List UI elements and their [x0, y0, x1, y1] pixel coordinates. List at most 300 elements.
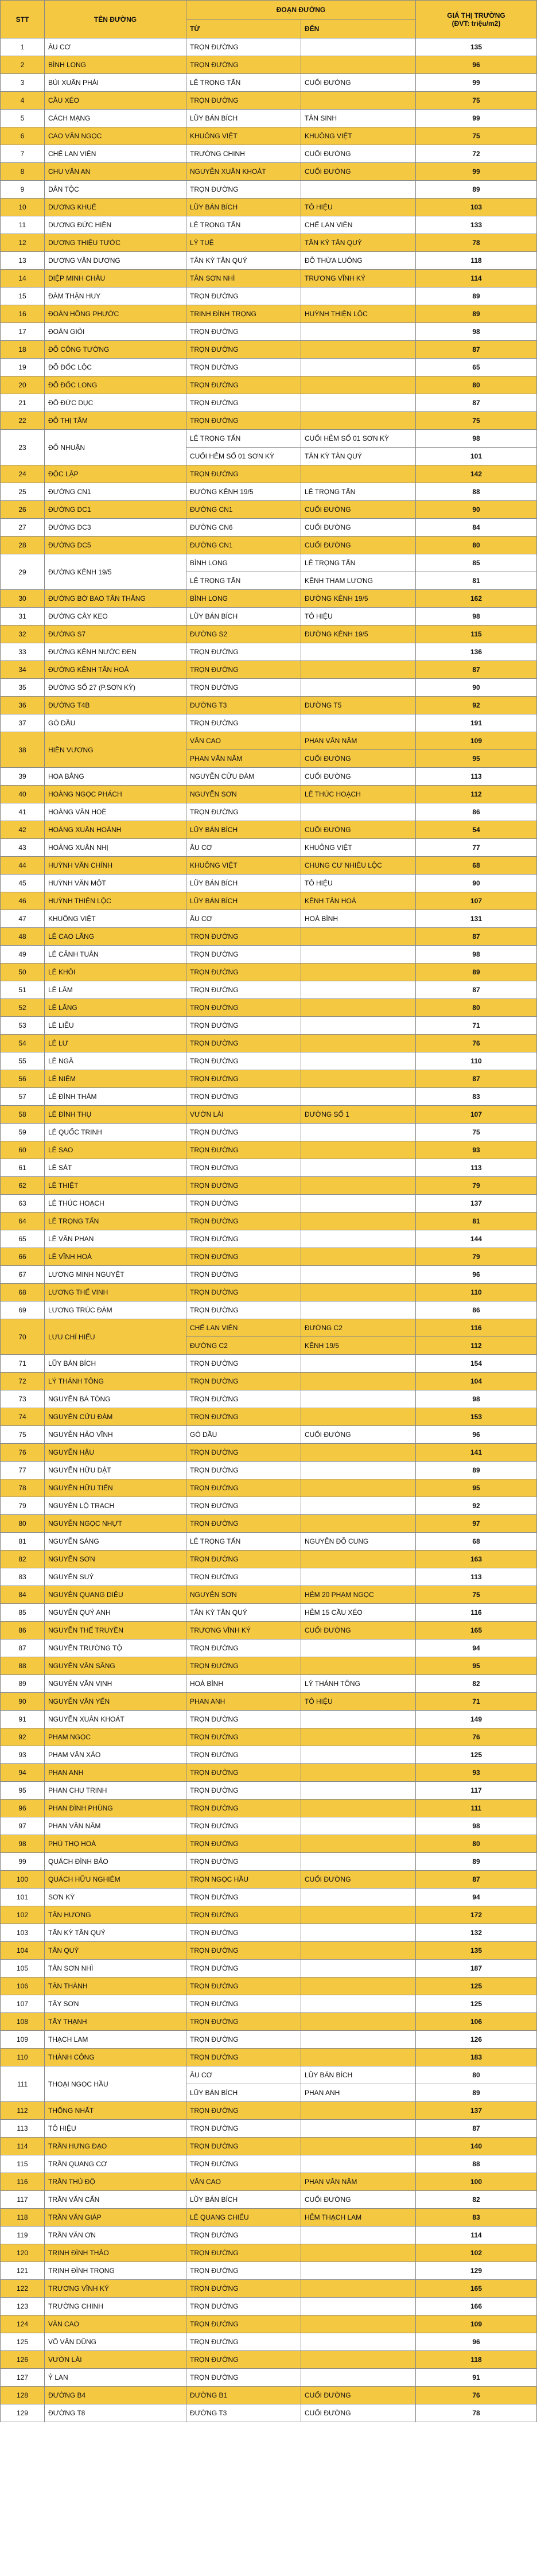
cell-price: 75: [416, 92, 537, 110]
cell-street-name: PHAN CHU TRINH: [45, 1782, 186, 1800]
cell-to: [301, 2013, 416, 2031]
table-row: [1, 38, 537, 56]
table-row: [1, 768, 537, 786]
cell-to: CUỐI ĐƯỜNG: [301, 1622, 416, 1639]
cell-from: TRỌN ĐƯỜNG: [186, 2227, 301, 2244]
cell-street-name: LÊ LÂM: [45, 981, 186, 999]
table-row: [1, 625, 537, 643]
cell-street-name: NGUYỄN XUÂN KHOÁT: [45, 1711, 186, 1728]
cell-street-name: NGUYỄN HỮU TIẾN: [45, 1479, 186, 1497]
cell-to: [301, 1995, 416, 2013]
cell-to: [301, 38, 416, 56]
cell-price: 133: [416, 216, 537, 234]
cell-stt: 17: [1, 323, 45, 341]
cell-stt: 91: [1, 1711, 45, 1728]
cell-stt: 29: [1, 554, 45, 590]
cell-stt: 121: [1, 2262, 45, 2280]
cell-from: TRỌN ĐƯỜNG: [186, 1141, 301, 1159]
cell-to: TÂN KỲ TÂN QUÝ: [301, 234, 416, 252]
cell-from: TÂN KỲ TÂN QUÝ: [186, 1604, 301, 1622]
cell-from: TRỌN ĐƯỜNG: [186, 1924, 301, 1942]
cell-to: [301, 1960, 416, 1977]
cell-stt: 12: [1, 234, 45, 252]
cell-street-name: ĐƯỜNG DC3: [45, 519, 186, 537]
cell-street-name: ĐƯỜNG CN1: [45, 483, 186, 501]
cell-to: NGUYỄN ĐỖ CUNG: [301, 1533, 416, 1551]
cell-stt: 2: [1, 56, 45, 74]
cell-stt: 23: [1, 430, 45, 465]
cell-from: TRỌN ĐƯỜNG: [186, 1995, 301, 2013]
cell-to: [301, 1301, 416, 1319]
cell-stt: 32: [1, 625, 45, 643]
cell-street-name: LÊ NGÃ: [45, 1052, 186, 1070]
cell-from: TRỌN ĐƯỜNG: [186, 1301, 301, 1319]
cell-to: [301, 2280, 416, 2298]
cell-from: KHUÔNG VIỆT: [186, 127, 301, 145]
cell-price: 80: [416, 537, 537, 554]
cell-street-name: PHẠM VĂN XẢO: [45, 1746, 186, 1764]
cell-street-name: ĐOÀN HỒNG PHƯỚC: [45, 305, 186, 323]
cell-from: ĐƯỜNG CN1: [186, 537, 301, 554]
cell-from: ĐƯỜNG CN6: [186, 519, 301, 537]
cell-street-name: ĐỖ CÔNG TƯỜNG: [45, 341, 186, 359]
cell-to: KÊNH 19/5: [301, 1337, 416, 1355]
cell-to: [301, 465, 416, 483]
cell-price: 163: [416, 1551, 537, 1568]
cell-from: TRỌN ĐƯỜNG: [186, 1746, 301, 1764]
cell-from: VĂN CAO: [186, 2173, 301, 2191]
cell-price: 142: [416, 465, 537, 483]
cell-to: [301, 412, 416, 430]
cell-street-name: PHẠM NGỌC: [45, 1728, 186, 1746]
cell-to: [301, 1800, 416, 1817]
cell-from: ĐƯỜNG C2: [186, 1337, 301, 1355]
cell-from: LÝ TUỆ: [186, 234, 301, 252]
cell-street-name: VĂN CAO: [45, 2315, 186, 2333]
cell-from: TRỌN ĐƯỜNG: [186, 1835, 301, 1853]
cell-price: 76: [416, 1035, 537, 1052]
table-row: [1, 697, 537, 714]
cell-to: CUỐI ĐƯỜNG: [301, 163, 416, 181]
cell-stt: 9: [1, 181, 45, 199]
cell-price: 112: [416, 786, 537, 803]
cell-street-name: VƯỜN LÀI: [45, 2351, 186, 2369]
cell-stt: 87: [1, 1639, 45, 1657]
cell-stt: 62: [1, 1177, 45, 1195]
cell-to: [301, 2155, 416, 2173]
table-row: [1, 2120, 537, 2138]
cell-stt: 92: [1, 1728, 45, 1746]
cell-from: TRỌN ĐƯỜNG: [186, 376, 301, 394]
cell-price: 79: [416, 1177, 537, 1195]
cell-street-name: CẦU XÉO: [45, 92, 186, 110]
table-row: [1, 145, 537, 163]
cell-to: [301, 323, 416, 341]
table-row: [1, 1746, 537, 1764]
cell-price: 90: [416, 679, 537, 697]
table-row: [1, 1266, 537, 1284]
cell-to: LÊ TRỌNG TẤN: [301, 554, 416, 572]
cell-to: TÔ HIỆU: [301, 875, 416, 892]
cell-stt: 106: [1, 1977, 45, 1995]
table-row: [1, 234, 537, 252]
cell-from: TÂN KỲ TÂN QUÝ: [186, 252, 301, 270]
cell-street-name: NGUYỄN QUÝ ANH: [45, 1604, 186, 1622]
cell-from: TRỌN ĐƯỜNG: [186, 1284, 301, 1301]
cell-from: TRỌN ĐƯỜNG: [186, 981, 301, 999]
cell-street-name: ĐƯỜNG DC5: [45, 537, 186, 554]
cell-from: KHUÔNG VIỆT: [186, 857, 301, 875]
cell-from: TRỌN ĐƯỜNG: [186, 1711, 301, 1728]
cell-stt: 31: [1, 608, 45, 625]
cell-street-name: DƯƠNG KHUÊ: [45, 199, 186, 216]
cell-to: [301, 981, 416, 999]
header-stt: STT: [1, 1, 45, 38]
cell-stt: 90: [1, 1693, 45, 1711]
cell-street-name: ĐỖ NHUẬN: [45, 430, 186, 465]
table-row: [1, 1568, 537, 1586]
cell-to: TÂN SINH: [301, 110, 416, 127]
table-row: [1, 430, 537, 448]
cell-from: VƯỜN LÀI: [186, 1106, 301, 1124]
cell-price: 89: [416, 1462, 537, 1479]
cell-street-name: DÂN TỘC: [45, 181, 186, 199]
cell-from: TRỌN ĐƯỜNG: [186, 341, 301, 359]
cell-street-name: NGUYỄN HỮU DẬT: [45, 1462, 186, 1479]
cell-price: 87: [416, 661, 537, 679]
cell-from: TRỌN ĐƯỜNG: [186, 1960, 301, 1977]
cell-stt: 82: [1, 1551, 45, 1568]
cell-to: TÔ HIỆU: [301, 608, 416, 625]
table-row: [1, 679, 537, 697]
cell-price: 86: [416, 1301, 537, 1319]
cell-to: [301, 1088, 416, 1106]
table-row: [1, 643, 537, 661]
table-row: [1, 1230, 537, 1248]
cell-to: [301, 1497, 416, 1515]
cell-from: LŨY BÁN BÍCH: [186, 199, 301, 216]
cell-price: 78: [416, 234, 537, 252]
cell-to: PHAN ANH: [301, 2084, 416, 2102]
cell-street-name: PHÚ THỌ HOÀ: [45, 1835, 186, 1853]
table-row: [1, 1800, 537, 1817]
cell-stt: 14: [1, 270, 45, 287]
cell-to: [301, 1355, 416, 1373]
table-row: [1, 661, 537, 679]
table-row: [1, 2280, 537, 2298]
cell-street-name: NGUYỄN LỘ TRẠCH: [45, 1497, 186, 1515]
cell-street-name: HUỲNH THIỆN LỘC: [45, 892, 186, 910]
cell-to: [301, 1052, 416, 1070]
header-gia: [416, 1, 537, 38]
cell-street-name: ĐƯỜNG B4: [45, 2387, 186, 2404]
cell-from: NGUYỄN XUÂN KHOÁT: [186, 163, 301, 181]
cell-price: 83: [416, 2209, 537, 2227]
cell-price: 80: [416, 2066, 537, 2084]
cell-from: VĂN CAO: [186, 732, 301, 750]
cell-stt: 88: [1, 1657, 45, 1675]
table-row: [1, 74, 537, 92]
cell-from: TRỌN ĐƯỜNG: [186, 38, 301, 56]
cell-stt: 74: [1, 1408, 45, 1426]
cell-from: TRỌN ĐƯỜNG: [186, 679, 301, 697]
cell-price: 137: [416, 2102, 537, 2120]
cell-stt: 50: [1, 963, 45, 981]
cell-stt: 105: [1, 1960, 45, 1977]
cell-street-name: NGUYỄN THẾ TRUYỀN: [45, 1622, 186, 1639]
cell-to: [301, 963, 416, 981]
cell-from: TRỌN ĐƯỜNG: [186, 2280, 301, 2298]
cell-street-name: NGUYỄN NGỌC NHỰT: [45, 1515, 186, 1533]
cell-stt: 19: [1, 359, 45, 376]
cell-street-name: ÂU CƠ: [45, 38, 186, 56]
cell-price: 99: [416, 163, 537, 181]
cell-street-name: NGUYỄN BÁ TÒNG: [45, 1390, 186, 1408]
table-row: [1, 1782, 537, 1800]
cell-from: NGUYỄN CỬU ĐÀM: [186, 768, 301, 786]
cell-street-name: ĐƯỜNG KÊNH TÂN HOÁ: [45, 661, 186, 679]
cell-to: KÊNH THAM LƯƠNG: [301, 572, 416, 590]
cell-street-name: TÂN KỲ TÂN QUÝ: [45, 1924, 186, 1942]
cell-stt: 102: [1, 1906, 45, 1924]
cell-from: BÌNH LONG: [186, 590, 301, 608]
cell-to: HẺM 15 CẦU XÉO: [301, 1604, 416, 1622]
cell-street-name: LƯƠNG THẾ VINH: [45, 1284, 186, 1301]
cell-from: TRỌN ĐƯỜNG: [186, 1444, 301, 1462]
cell-stt: 75: [1, 1426, 45, 1444]
cell-to: [301, 1942, 416, 1960]
cell-to: [301, 1515, 416, 1533]
cell-to: LŨY BÁN BÍCH: [301, 2066, 416, 2084]
cell-from: ĐƯỜNG CN1: [186, 501, 301, 519]
cell-stt: 73: [1, 1390, 45, 1408]
cell-stt: 43: [1, 839, 45, 857]
table-row: [1, 2138, 537, 2155]
cell-price: 89: [416, 287, 537, 305]
cell-stt: 34: [1, 661, 45, 679]
cell-from: TRỌN ĐƯỜNG: [186, 1906, 301, 1924]
cell-from: TRỌN ĐƯỜNG: [186, 287, 301, 305]
table-row: [1, 1301, 537, 1319]
cell-street-name: ĐOÀN GIỎI: [45, 323, 186, 341]
cell-from: LÊ TRỌNG TẤN: [186, 216, 301, 234]
cell-stt: 38: [1, 732, 45, 768]
table-row: [1, 2191, 537, 2209]
cell-stt: 85: [1, 1604, 45, 1622]
cell-street-name: Ỷ LAN: [45, 2369, 186, 2387]
cell-stt: 107: [1, 1995, 45, 2013]
table-row: [1, 1604, 537, 1622]
cell-stt: 64: [1, 1213, 45, 1230]
cell-price: 80: [416, 1835, 537, 1853]
cell-from: LÊ TRỌNG TẤN: [186, 1533, 301, 1551]
cell-to: ĐƯỜNG SỐ 1: [301, 1106, 416, 1124]
cell-from: LŨY BÁN BÍCH: [186, 608, 301, 625]
cell-from: LÊ TRỌNG TẤN: [186, 430, 301, 448]
cell-price: 98: [416, 1817, 537, 1835]
table-row: [1, 2102, 537, 2120]
cell-street-name: DƯƠNG VĂN DƯƠNG: [45, 252, 186, 270]
cell-price: 131: [416, 910, 537, 928]
cell-from: TRỌN ĐƯỜNG: [186, 714, 301, 732]
table-row: [1, 590, 537, 608]
cell-street-name: LÝ THÁNH TÔNG: [45, 1373, 186, 1390]
cell-stt: 103: [1, 1924, 45, 1942]
cell-from: ĐƯỜNG B1: [186, 2387, 301, 2404]
table-row: [1, 1195, 537, 1213]
table-row: [1, 821, 537, 839]
table-row: [1, 163, 537, 181]
cell-street-name: THÀNH CÔNG: [45, 2049, 186, 2066]
cell-price: 165: [416, 2280, 537, 2298]
cell-from: TRỌN ĐƯỜNG: [186, 1088, 301, 1106]
cell-price: 75: [416, 127, 537, 145]
cell-street-name: BÌNH LONG: [45, 56, 186, 74]
table-row: [1, 1711, 537, 1728]
cell-from: TRỌN ĐƯỜNG: [186, 2138, 301, 2155]
cell-to: [301, 92, 416, 110]
table-row: [1, 1248, 537, 1266]
cell-price: 141: [416, 1444, 537, 1462]
table-row: [1, 127, 537, 145]
cell-price: 92: [416, 1497, 537, 1515]
table-row: [1, 1977, 537, 1995]
cell-from: TRỌN ĐƯỜNG: [186, 2351, 301, 2369]
cell-stt: 27: [1, 519, 45, 537]
table-row: [1, 608, 537, 625]
cell-stt: 5: [1, 110, 45, 127]
table-row: [1, 875, 537, 892]
cell-from: TRỌN ĐƯỜNG: [186, 2262, 301, 2280]
cell-price: 87: [416, 1871, 537, 1889]
cell-stt: 42: [1, 821, 45, 839]
cell-stt: 3: [1, 74, 45, 92]
cell-to: [301, 928, 416, 946]
cell-to: CUỐI ĐƯỜNG: [301, 2387, 416, 2404]
cell-to: [301, 2120, 416, 2138]
cell-street-name: ĐÀM THẬN HUY: [45, 287, 186, 305]
cell-from: TRƯỜNG CHINH: [186, 145, 301, 163]
cell-street-name: SƠN KỲ: [45, 1889, 186, 1906]
cell-from: TRỌN ĐƯỜNG: [186, 1782, 301, 1800]
cell-stt: 13: [1, 252, 45, 270]
header-row: [1, 1, 537, 20]
table-row: [1, 519, 537, 537]
cell-to: CUỐI ĐƯỜNG: [301, 519, 416, 537]
cell-price: 98: [416, 608, 537, 625]
cell-price: 95: [416, 1479, 537, 1497]
cell-stt: 33: [1, 643, 45, 661]
cell-from: ĐƯỜNG T3: [186, 2404, 301, 2422]
cell-street-name: LÊ SÁT: [45, 1159, 186, 1177]
cell-to: [301, 2244, 416, 2262]
cell-stt: 123: [1, 2298, 45, 2315]
cell-from: TRỌN ĐƯỜNG: [186, 2244, 301, 2262]
cell-street-name: ĐƯỜNG KÊNH NƯỚC ĐEN: [45, 643, 186, 661]
cell-price: 83: [416, 1088, 537, 1106]
table-row: [1, 1817, 537, 1835]
cell-to: [301, 999, 416, 1017]
table-row: [1, 465, 537, 483]
cell-stt: 47: [1, 910, 45, 928]
cell-street-name: VÕ VĂN DŨNG: [45, 2333, 186, 2351]
cell-price: 78: [416, 2404, 537, 2422]
cell-stt: 57: [1, 1088, 45, 1106]
table-row: [1, 56, 537, 74]
cell-to: [301, 1835, 416, 1853]
cell-stt: 113: [1, 2120, 45, 2138]
cell-stt: 83: [1, 1568, 45, 1586]
cell-stt: 7: [1, 145, 45, 163]
cell-price: 183: [416, 2049, 537, 2066]
cell-to: PHAN VĂN NĂM: [301, 2173, 416, 2191]
table-row: [1, 216, 537, 234]
cell-stt: 39: [1, 768, 45, 786]
cell-from: TRỌN ĐƯỜNG: [186, 2013, 301, 2031]
cell-street-name: NGUYỄN CỬU ĐÀM: [45, 1408, 186, 1426]
cell-street-name: NGUYỄN VĂN YẾN: [45, 1693, 186, 1711]
cell-street-name: TÂN THÀNH: [45, 1977, 186, 1995]
cell-from: NGUYỄN SƠN: [186, 1586, 301, 1604]
table-row: [1, 1942, 537, 1960]
cell-from: TRỌN ĐƯỜNG: [186, 1124, 301, 1141]
cell-price: 98: [416, 323, 537, 341]
cell-from: TRỌN ĐƯỜNG: [186, 1035, 301, 1052]
table-row: [1, 376, 537, 394]
cell-street-name: HOÀNG XUÂN NHỊ: [45, 839, 186, 857]
cell-from: TRỌN ĐƯỜNG: [186, 412, 301, 430]
cell-from: TRỌN ĐƯỜNG: [186, 2102, 301, 2120]
cell-stt: 11: [1, 216, 45, 234]
cell-from: TRỌN ĐƯỜNG: [186, 2155, 301, 2173]
cell-from: TÂN SƠN NHÌ: [186, 270, 301, 287]
cell-price: 89: [416, 963, 537, 981]
cell-stt: 93: [1, 1746, 45, 1764]
cell-to: [301, 1782, 416, 1800]
cell-stt: 49: [1, 946, 45, 963]
cell-price: 95: [416, 750, 537, 768]
cell-from: TRỌN ĐƯỜNG: [186, 1408, 301, 1426]
cell-from: NGUYỄN SƠN: [186, 786, 301, 803]
cell-from: TRỌN ĐƯỜNG: [186, 181, 301, 199]
cell-street-name: THOẠI NGỌC HẦU: [45, 2066, 186, 2102]
cell-stt: 61: [1, 1159, 45, 1177]
cell-price: 114: [416, 2227, 537, 2244]
table-row: [1, 287, 537, 305]
cell-price: 96: [416, 1266, 537, 1284]
cell-from: TRỌN ĐƯỜNG: [186, 1568, 301, 1586]
table-row: [1, 1141, 537, 1159]
cell-price: 93: [416, 1141, 537, 1159]
cell-to: CUỐI ĐƯỜNG: [301, 1426, 416, 1444]
cell-stt: 52: [1, 999, 45, 1017]
table-row: [1, 1106, 537, 1124]
cell-to: [301, 2262, 416, 2280]
cell-to: [301, 1764, 416, 1782]
table-row: [1, 1035, 537, 1052]
cell-stt: 80: [1, 1515, 45, 1533]
cell-from: PHAN ANH: [186, 1693, 301, 1711]
cell-to: [301, 1284, 416, 1301]
cell-stt: 44: [1, 857, 45, 875]
cell-stt: 99: [1, 1853, 45, 1871]
cell-price: 96: [416, 1426, 537, 1444]
cell-stt: 77: [1, 1462, 45, 1479]
cell-from: LŨY BÁN BÍCH: [186, 2191, 301, 2209]
cell-to: CHUNG CƯ NHIÊU LỘC: [301, 857, 416, 875]
table-row: [1, 999, 537, 1017]
cell-to: [301, 2315, 416, 2333]
